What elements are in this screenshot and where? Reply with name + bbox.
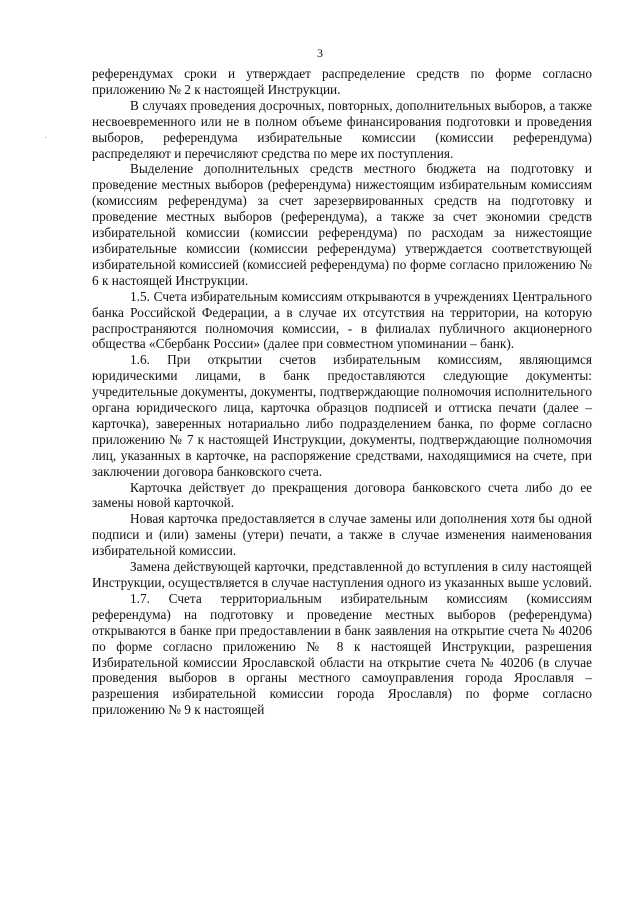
margin-mark: · [44, 132, 48, 143]
page-number: 3 [317, 46, 323, 60]
document-body [92, 66, 592, 718]
paragraph-1-7: 1.7. Счета территориальным избирательным комиссиям (комиссиям референдума) на подготовку и проведение местных выборов (референдума) открываются в банке при предоставлении в банк заявления на открытие счета № 40206 по форме согласно приложению № 8 к настоящей Инструкции, разрешения Избирательной комиссии Ярославской области на открытие счета № 40206 (в случае проведения выборов в органы местного самоуправления города Ярославля – разрешения избирательной комиссии города Ярославля) по форме согласно приложению № 9 к настоящей [92, 590, 592, 718]
paragraph-early-elections: В случаях проведения досрочных, повторных, дополнительных выборов, а также несвоевременного или не в полном объеме финансирования подготовки и проведения выборов, референдума избирательные комиссии (комиссии референдума) распределяют и перечисляют средства по мере их поступления. [92, 97, 592, 161]
paragraph-continuation: референдумах сроки и утверждает распределение средств по форме согласно приложению № 2 к настоящей Инструкции. [92, 66, 592, 97]
paragraph-card-validity: Карточка действует до прекращения договора банковского счета либо до ее замены новой карточкой. [92, 479, 592, 511]
paragraph-new-card: Новая карточка предоставляется в случае замены или дополнения хотя бы одной подписи и (или) замены (утери) печати, а также в случае изменения наименования избирательной комиссии. [92, 511, 592, 559]
paragraph-additional-funds: Выделение дополнительных средств местного бюджета на подготовку и проведение местных выборов (референдума) нижестоящим избирательным комиссиям (комиссиям референдума) за счет зарезервированных средств на подготовку и проведение местных выборов (референдума), а также за счет экономии средств избирательной комиссии (комиссии референдума) по расходам за нижестоящие избирательные комиссии (комиссии референдума) утверждается соответствующей избирательной комиссией (комиссией референдума) по форме согласно приложению № 6 к настоящей Инструкции. [92, 161, 592, 288]
paragraph-1-5: 1.5. Счета избирательным комиссиям открываются в учреждениях Центрального банка Российской Федерации, а в случае их отсутствия на территории, на которую распространяются полномочия комиссии, - в филиалах публичного акционерного общества «Сбербанк России» (далее при совместном упоминании – банк). [92, 288, 592, 352]
paragraph-card-replacement: Замена действующей карточки, представленной до вступления в силу настоящей Инструкции, осуществляется в случае наступления одного из указанных выше условий. [92, 559, 592, 590]
paragraph-1-6: 1.6. При открытии счетов избирательным комиссиям, являющимся юридическими лицами, в банк предоставляются следующие документы: учредительные документы, документы, подтверждающие полномочия исполнительного органа юридического лица, карточка образцов подписей и оттиска печати (далее – карточка), заверенных нотариально либо подразделением банка, по форме согласно приложению № 7 к настоящей Инструкции, документы, подтверждающие полномочия лиц, указанных в карточке, на распоряжение средствами, находящимися на счете, при заключении договора банковского счета. [92, 352, 592, 479]
